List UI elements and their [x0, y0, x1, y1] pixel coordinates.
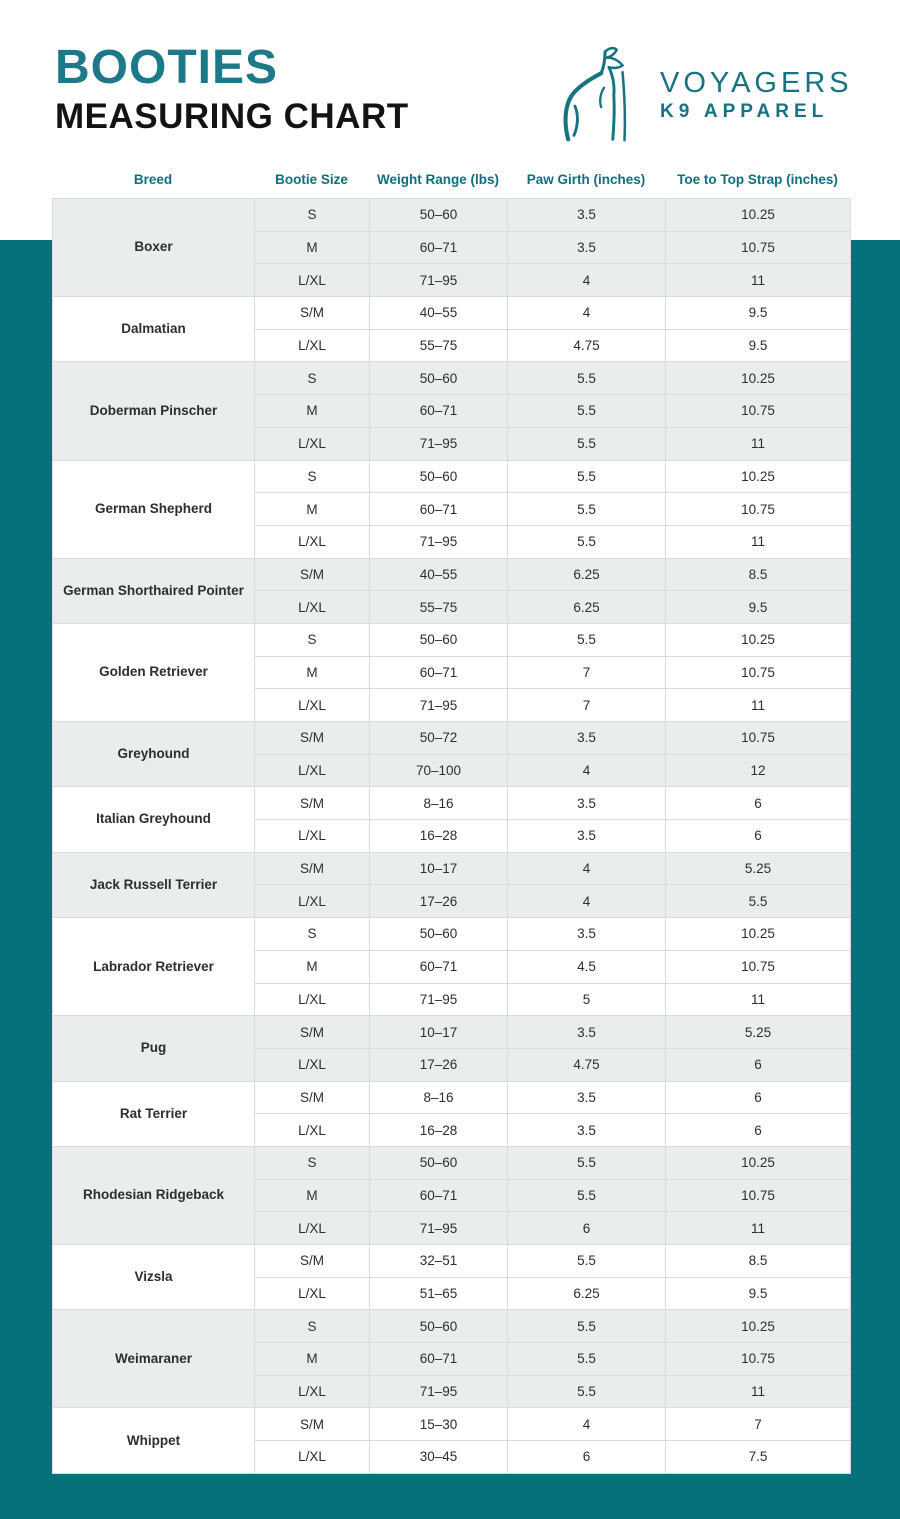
weight-range-cell: 71–95: [370, 1375, 508, 1408]
weight-range-cell: 8–16: [370, 1081, 508, 1114]
toe-to-top-strap-cell: 6: [666, 787, 851, 820]
toe-to-top-strap-cell: 10.25: [666, 362, 851, 395]
toe-to-top-strap-cell: 10.75: [666, 656, 851, 689]
weight-range-cell: 16–28: [370, 1114, 508, 1147]
weight-range-cell: 17–26: [370, 1048, 508, 1081]
table-row: [53, 623, 851, 656]
booties-table-body: [53, 199, 851, 1474]
toe-to-top-strap-cell: 6: [666, 820, 851, 853]
paw-girth-cell: 3.5: [508, 199, 666, 232]
toe-to-top-strap-cell: 9.5: [666, 329, 851, 362]
bootie-size-cell: L/XL: [255, 885, 370, 918]
paw-girth-cell: 6: [508, 1441, 666, 1474]
paw-girth-cell: 3.5: [508, 231, 666, 264]
weight-range-cell: 50–60: [370, 1310, 508, 1343]
bootie-size-cell: S/M: [255, 787, 370, 820]
weight-range-cell: 50–60: [370, 460, 508, 493]
bootie-size-cell: L/XL: [255, 820, 370, 853]
bootie-size-cell: L/XL: [255, 329, 370, 362]
weight-range-cell: 10–17: [370, 852, 508, 885]
toe-to-top-strap-cell: 11: [666, 427, 851, 460]
paw-girth-cell: 5.5: [508, 460, 666, 493]
breed-cell: Whippet: [53, 1408, 255, 1473]
bootie-size-cell: S/M: [255, 1245, 370, 1278]
toe-to-top-strap-cell: 5.25: [666, 852, 851, 885]
bootie-size-cell: M: [255, 231, 370, 264]
toe-to-top-strap-cell: 10.75: [666, 1179, 851, 1212]
table-row: [53, 1245, 851, 1278]
weight-range-cell: 50–60: [370, 918, 508, 951]
bootie-size-cell: L/XL: [255, 754, 370, 787]
paw-girth-cell: 4: [508, 754, 666, 787]
column-header-weight-range: Weight Range (lbs): [376, 171, 499, 187]
paw-girth-cell: 7: [508, 656, 666, 689]
paw-girth-cell: 4.75: [508, 1048, 666, 1081]
bootie-size-cell: L/XL: [255, 983, 370, 1016]
table-row: [53, 1408, 851, 1441]
breed-cell: German Shepherd: [53, 460, 255, 558]
weight-range-cell: 16–28: [370, 820, 508, 853]
bootie-size-cell: S: [255, 362, 370, 395]
bootie-size-cell: S: [255, 199, 370, 232]
toe-to-top-strap-cell: 10.75: [666, 950, 851, 983]
table-row: [53, 722, 851, 755]
breed-cell: Golden Retriever: [53, 623, 255, 721]
weight-range-cell: 10–17: [370, 1016, 508, 1049]
breed-cell: Dalmatian: [53, 297, 255, 362]
dog-line-art-icon: [558, 45, 656, 147]
paw-girth-cell: 5.5: [508, 1146, 666, 1179]
bootie-size-cell: S/M: [255, 558, 370, 591]
bootie-size-cell: S: [255, 460, 370, 493]
weight-range-cell: 60–71: [370, 231, 508, 264]
toe-to-top-strap-cell: 10.75: [666, 722, 851, 755]
weight-range-cell: 55–75: [370, 591, 508, 624]
bootie-size-cell: L/XL: [255, 689, 370, 722]
breed-cell: Boxer: [53, 199, 255, 297]
paw-girth-cell: 5.5: [508, 1179, 666, 1212]
toe-to-top-strap-cell: 9.5: [666, 591, 851, 624]
toe-to-top-strap-cell: 11: [666, 525, 851, 558]
paw-girth-cell: 3.5: [508, 787, 666, 820]
brand-logo: [558, 42, 858, 150]
paw-girth-cell: 5.5: [508, 1375, 666, 1408]
toe-to-top-strap-cell: 7: [666, 1408, 851, 1441]
bootie-size-cell: S: [255, 918, 370, 951]
bootie-size-cell: M: [255, 1179, 370, 1212]
table-row: [53, 1310, 851, 1343]
table-row: [53, 1081, 851, 1114]
breed-cell: Pug: [53, 1016, 255, 1081]
weight-range-cell: 71–95: [370, 427, 508, 460]
toe-to-top-strap-cell: 6: [666, 1081, 851, 1114]
weight-range-cell: 50–72: [370, 722, 508, 755]
brand-name: [660, 68, 853, 124]
weight-range-cell: 17–26: [370, 885, 508, 918]
paw-girth-cell: 6.25: [508, 1277, 666, 1310]
toe-to-top-strap-cell: 10.25: [666, 1146, 851, 1179]
bootie-size-cell: L/XL: [255, 1048, 370, 1081]
column-header-paw-girth: Paw Girth (inches): [526, 171, 646, 187]
table-row: [53, 362, 851, 395]
paw-girth-cell: 5.5: [508, 362, 666, 395]
toe-to-top-strap-cell: 7.5: [666, 1441, 851, 1474]
table-row: [53, 852, 851, 885]
bootie-size-cell: S/M: [255, 722, 370, 755]
toe-to-top-strap-cell: 10.25: [666, 623, 851, 656]
toe-to-top-strap-cell: 10.25: [666, 1310, 851, 1343]
paw-girth-cell: 4.5: [508, 950, 666, 983]
bootie-size-cell: L/XL: [255, 1277, 370, 1310]
breed-cell: Weimaraner: [53, 1310, 255, 1408]
breed-cell: German Shorthaired Pointer: [53, 558, 255, 623]
toe-to-top-strap-cell: 10.25: [666, 199, 851, 232]
bootie-size-cell: S: [255, 1146, 370, 1179]
weight-range-cell: 55–75: [370, 329, 508, 362]
page-title-line1: BOOTIES: [55, 41, 279, 94]
bootie-size-cell: M: [255, 950, 370, 983]
bootie-size-cell: L/XL: [255, 525, 370, 558]
toe-to-top-strap-cell: 5.25: [666, 1016, 851, 1049]
weight-range-cell: 60–71: [370, 1179, 508, 1212]
toe-to-top-strap-cell: 10.25: [666, 460, 851, 493]
weight-range-cell: 71–95: [370, 1212, 508, 1245]
weight-range-cell: 40–55: [370, 558, 508, 591]
paw-girth-cell: 5.5: [508, 427, 666, 460]
table-row: [53, 1146, 851, 1179]
bootie-size-cell: S/M: [255, 852, 370, 885]
toe-to-top-strap-cell: 11: [666, 1212, 851, 1245]
paw-girth-cell: 6.25: [508, 591, 666, 624]
bootie-size-cell: L/XL: [255, 427, 370, 460]
weight-range-cell: 40–55: [370, 297, 508, 330]
weight-range-cell: 60–71: [370, 1343, 508, 1376]
paw-girth-cell: 5.5: [508, 493, 666, 526]
booties-sizing-table: [52, 198, 851, 1474]
weight-range-cell: 60–71: [370, 493, 508, 526]
toe-to-top-strap-cell: 11: [666, 983, 851, 1016]
toe-to-top-strap-cell: 6: [666, 1048, 851, 1081]
toe-to-top-strap-cell: 5.5: [666, 885, 851, 918]
paw-girth-cell: 4: [508, 885, 666, 918]
toe-to-top-strap-cell: 11: [666, 264, 851, 297]
weight-range-cell: 60–71: [370, 395, 508, 428]
paw-girth-cell: 6: [508, 1212, 666, 1245]
toe-to-top-strap-cell: 11: [666, 689, 851, 722]
bootie-size-cell: L/XL: [255, 1441, 370, 1474]
paw-girth-cell: 4: [508, 264, 666, 297]
bootie-size-cell: L/XL: [255, 1114, 370, 1147]
weight-range-cell: 70–100: [370, 754, 508, 787]
table-row: [53, 1016, 851, 1049]
weight-range-cell: 60–71: [370, 656, 508, 689]
table-row: [53, 918, 851, 951]
table-column-headers: [52, 165, 850, 193]
paw-girth-cell: 5.5: [508, 525, 666, 558]
paw-girth-cell: 5.5: [508, 1343, 666, 1376]
paw-girth-cell: 4.75: [508, 329, 666, 362]
paw-girth-cell: 3.5: [508, 1114, 666, 1147]
weight-range-cell: 15–30: [370, 1408, 508, 1441]
bootie-size-cell: M: [255, 1343, 370, 1376]
weight-range-cell: 50–60: [370, 1146, 508, 1179]
brand-name-line2: K9 APPAREL: [660, 101, 829, 123]
breed-cell: Jack Russell Terrier: [53, 852, 255, 917]
paw-girth-cell: 7: [508, 689, 666, 722]
paw-girth-cell: 5.5: [508, 1245, 666, 1278]
bootie-size-cell: S/M: [255, 1016, 370, 1049]
weight-range-cell: 71–95: [370, 264, 508, 297]
toe-to-top-strap-cell: 10.75: [666, 493, 851, 526]
weight-range-cell: 71–95: [370, 689, 508, 722]
toe-to-top-strap-cell: 10.75: [666, 1343, 851, 1376]
table-row: [53, 558, 851, 591]
breed-cell: Rat Terrier: [53, 1081, 255, 1146]
paw-girth-cell: 4: [508, 297, 666, 330]
weight-range-cell: 71–95: [370, 525, 508, 558]
toe-to-top-strap-cell: 10.75: [666, 395, 851, 428]
paw-girth-cell: 5.5: [508, 1310, 666, 1343]
bootie-size-cell: S/M: [255, 1081, 370, 1114]
toe-to-top-strap-cell: 11: [666, 1375, 851, 1408]
weight-range-cell: 51–65: [370, 1277, 508, 1310]
toe-to-top-strap-cell: 8.5: [666, 1245, 851, 1278]
bootie-size-cell: L/XL: [255, 264, 370, 297]
breed-cell: Rhodesian Ridgeback: [53, 1146, 255, 1244]
breed-cell: Labrador Retriever: [53, 918, 255, 1016]
toe-to-top-strap-cell: 6: [666, 1114, 851, 1147]
toe-to-top-strap-cell: 12: [666, 754, 851, 787]
weight-range-cell: 60–71: [370, 950, 508, 983]
bootie-size-cell: M: [255, 395, 370, 428]
weight-range-cell: 30–45: [370, 1441, 508, 1474]
weight-range-cell: 50–60: [370, 623, 508, 656]
bootie-size-cell: M: [255, 493, 370, 526]
breed-cell: Doberman Pinscher: [53, 362, 255, 460]
bootie-size-cell: S/M: [255, 297, 370, 330]
paw-girth-cell: 6.25: [508, 558, 666, 591]
paw-girth-cell: 3.5: [508, 1081, 666, 1114]
toe-to-top-strap-cell: 9.5: [666, 1277, 851, 1310]
bootie-size-cell: S: [255, 623, 370, 656]
column-header-breed: Breed: [133, 171, 173, 187]
sizing-table-section: [52, 165, 850, 1474]
paw-girth-cell: 4: [508, 1408, 666, 1441]
bootie-size-cell: L/XL: [255, 1375, 370, 1408]
bootie-size-cell: S: [255, 1310, 370, 1343]
column-header-toe-to-top-strap: Toe to Top Strap (inches): [677, 171, 838, 187]
toe-to-top-strap-cell: 10.75: [666, 231, 851, 264]
paw-girth-cell: 3.5: [508, 918, 666, 951]
bootie-size-cell: L/XL: [255, 591, 370, 624]
toe-to-top-strap-cell: 10.25: [666, 918, 851, 951]
breed-cell: Vizsla: [53, 1245, 255, 1310]
weight-range-cell: 8–16: [370, 787, 508, 820]
table-row: [53, 787, 851, 820]
page-title: [55, 41, 409, 136]
breed-cell: Italian Greyhound: [53, 787, 255, 852]
page-title-line2: MEASURING CHART: [55, 97, 409, 136]
paw-girth-cell: 3.5: [508, 1016, 666, 1049]
paw-girth-cell: 5.5: [508, 623, 666, 656]
bootie-size-cell: L/XL: [255, 1212, 370, 1245]
paw-girth-cell: 5: [508, 983, 666, 1016]
table-row: [53, 460, 851, 493]
column-header-bootie-size: Bootie Size: [275, 171, 348, 187]
paw-girth-cell: 3.5: [508, 820, 666, 853]
bootie-size-cell: S/M: [255, 1408, 370, 1441]
brand-name-line1: VOYAGERS: [660, 66, 853, 99]
table-row: [53, 199, 851, 232]
table-row: [53, 297, 851, 330]
paw-girth-cell: 4: [508, 852, 666, 885]
weight-range-cell: 50–60: [370, 362, 508, 395]
weight-range-cell: 32–51: [370, 1245, 508, 1278]
paw-girth-cell: 5.5: [508, 395, 666, 428]
breed-cell: Greyhound: [53, 722, 255, 787]
toe-to-top-strap-cell: 8.5: [666, 558, 851, 591]
toe-to-top-strap-cell: 9.5: [666, 297, 851, 330]
weight-range-cell: 71–95: [370, 983, 508, 1016]
bootie-size-cell: M: [255, 656, 370, 689]
paw-girth-cell: 3.5: [508, 722, 666, 755]
weight-range-cell: 50–60: [370, 199, 508, 232]
